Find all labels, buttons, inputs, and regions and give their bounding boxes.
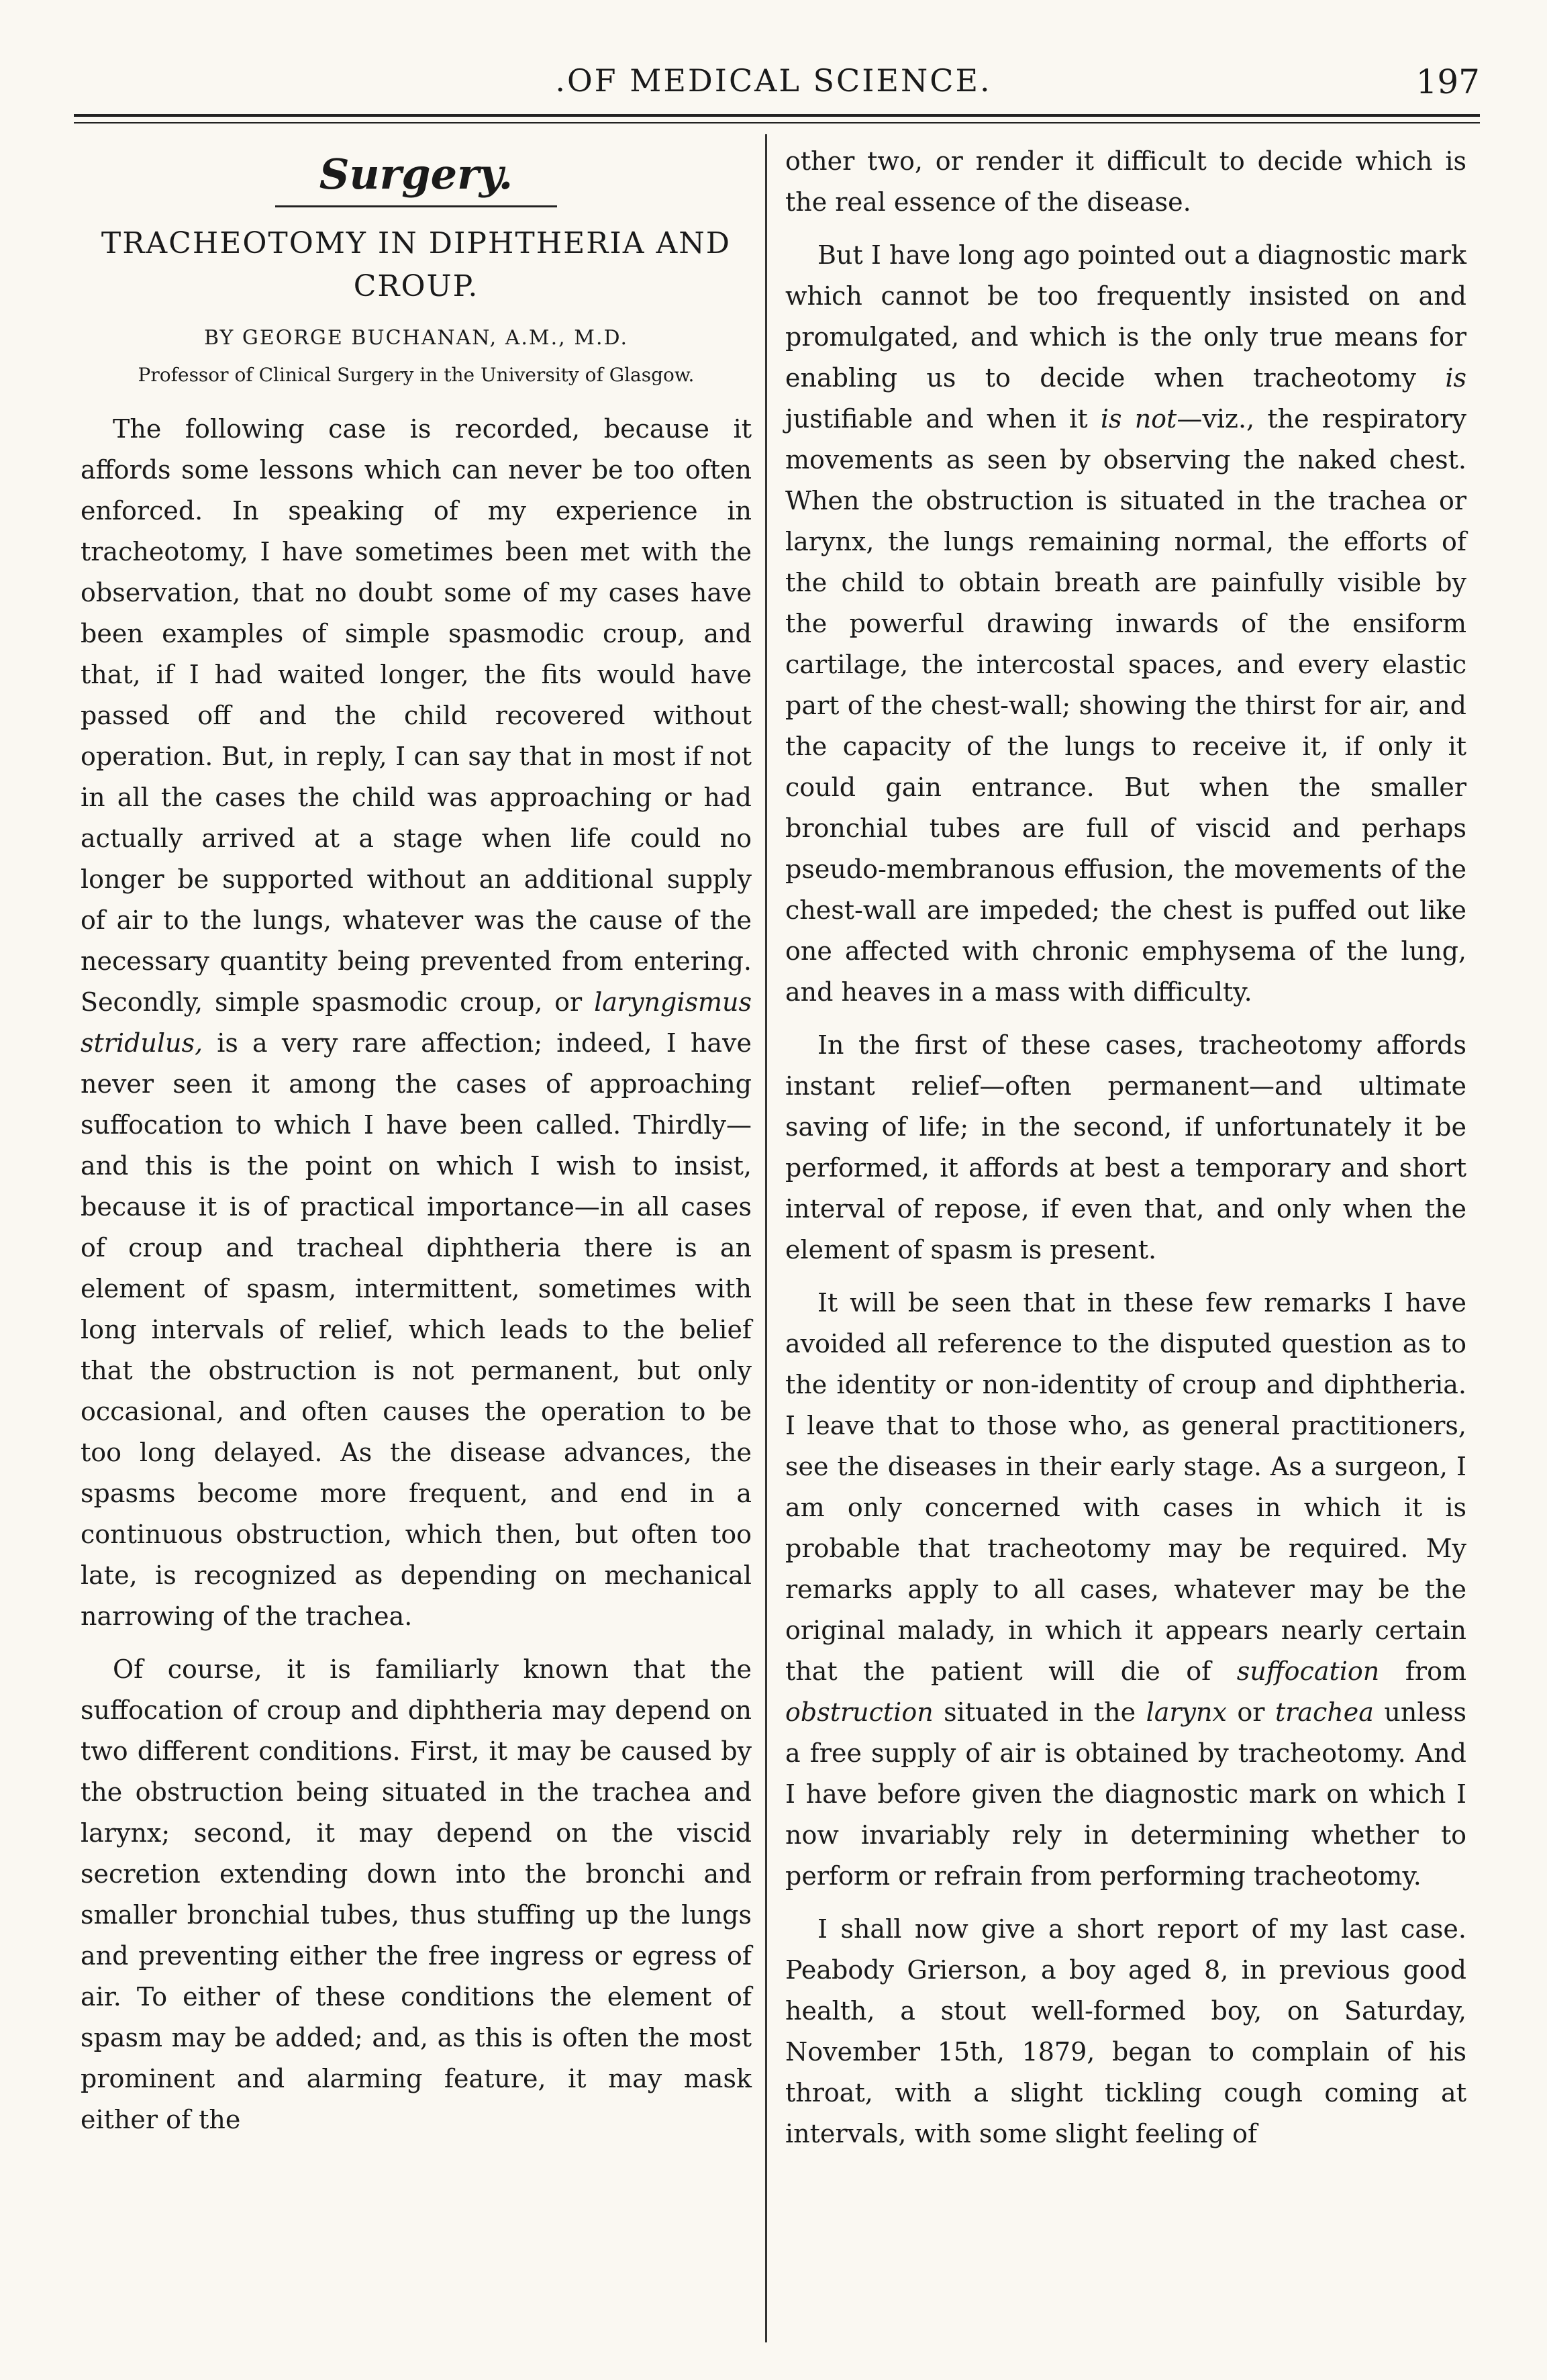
article-byline: BY GEORGE BUCHANAN, A.M., M.D. (203, 326, 629, 350)
paragraph: other two, or render it difficult to decide which is the real essence of the disease. (785, 146, 1466, 217)
page-number: 197 (1415, 62, 1480, 101)
running-header (0, 37, 1547, 117)
left-column (81, 141, 752, 2152)
right-column (785, 141, 1466, 2167)
header-rule-thin (74, 122, 1480, 123)
author-affiliation: Professor of Clinical Surgery in the University of Glasgow. (138, 364, 695, 386)
paragraph: In the first of these cases, tracheotomy affords instant relief—often permanent—and ultimate saving of life; in the second, if unfortunately it be performed, it affords at best a temporary and short interval of repose, if even that, and only when the element of spasm is present. (785, 1030, 1466, 1265)
paragraph: The following case is recorded, because it affords some lessons which can never be too often enforced. In speaking of my experience in tracheotomy, I have sometimes been met with the observation, that no doubt some of my cases have been examples of simple spasmodic croup, and that, if I had waited longer, the fits would have passed off and the child recovered without operation. But, in reply, I can say that in most if not in all the cases the child was approaching or had actually arrived at a stage when life could no longer be supported without an additional supply of air to the lungs, whatever was the cause of the necessary quantity being prevented from entering. Secondly, simple spasmodic croup, or laryngismus stridulus, is a very rare affection; indeed, I have never seen it among the cases of approaching suffocation to which I have been called. Thirdly—and this is the point on which I wish to insist, because it is of practical importance—in all cases of croup and tracheal diphtheria there is an element of spasm, intermittent, sometimes with long intervals of relief, which leads to the belief that the obstruction is not permanent, but only occasional, and often causes the operation to be too long delayed. As the disease advances, the spasms become more frequent, and end in a continuous obstruction, which then, but often too late, is recognized as depending on mechanical narrowing of the trachea. (81, 414, 752, 1631)
paragraph: Of course, it is familiarly known that the suffocation of croup and diphtheria may depend on two different conditions. First, it may be caused by the obstruction being situated in the trachea and larynx; second, it may depend on the viscid secretion extending down into the bronchi and smaller bronchial tubes, thus stuffing up the lungs and preventing either the free ingress or egress of air. To either of these conditions the element of spasm may be added; and, as this is often the most prominent and alarming feature, it may mask either of the (81, 1654, 752, 2134)
paragraph: It will be seen that in these few remarks I have avoided all reference to the disputed question as to the identity or non-identity of croup and diphtheria. I leave that to those who, as general practitioners, see the diseases in their early stage. As a surgeon, I am only concerned with cases in which it is probable that tracheotomy may be required. My remarks apply to all cases, whatever may be the original malady, in which it appears nearly certain that the patient will die of suffocation from obstruction situated in the larynx or trachea unless a free supply of air is obtained by tracheotomy. And I have before given the diagnostic mark on which I now invariably rely in determining whether to perform or refrain from performing tracheotomy. (785, 1288, 1467, 1891)
paragraph: But I have long ago pointed out a diagnostic mark which cannot be too frequently insisted on and promulgated, and which is the only true means for enabling us to decide when tracheotomy is justifiable and when it is not—viz., the respiratory movements as seen by observing the naked chest. When the obstruction is situated in the trachea or larynx, the lungs remaining normal, the efforts of the child to obtain breath are painfully visible by the powerful drawing inwards of the ensiform cartilage, the intercostal spaces, and every elastic part of the chest-wall; showing the thirst for air, and the capacity of the lungs to receive it, if only it could gain entrance. But when the smaller bronchial tubes are full of viscid and perhaps pseudo-membranous effusion, the movements of the chest-wall are impeded; the chest is puffed out like one affected with chronic emphysema of the lung, and heaves in a mass with difficulty. (785, 240, 1466, 1007)
column-divider (765, 134, 767, 2342)
section-heading: Surgery. (319, 150, 513, 199)
running-title: .OF MEDICAL SCIENCE. (555, 62, 992, 99)
header-rule (74, 114, 1480, 117)
paragraph: I shall now give a short report of my last case. Peabody Grierson, a boy aged 8, in previous good health, a stout well-formed boy, on Saturday, November 15th, 1879, began to complain of his throat, with a slight tickling cough coming at intervals, with some slight feeling of (785, 1914, 1466, 2148)
section-rule (275, 205, 557, 207)
article-title: TRACHEOTOMY IN DIPHTHERIA AND CROUP. (101, 226, 732, 303)
